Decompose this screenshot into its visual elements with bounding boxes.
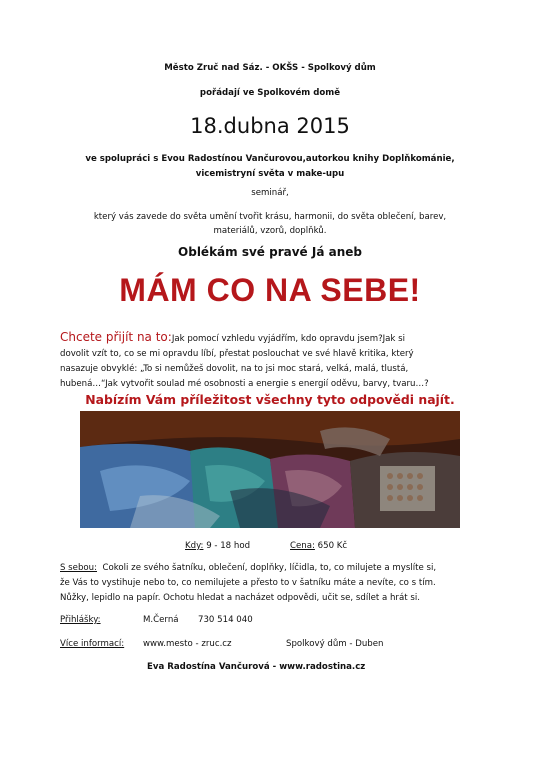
organizer-line: Město Zruč nad Sáz. - OKŠS - Spolkový dům — [164, 63, 376, 73]
main-title: MÁM CO NA SEBE! — [119, 272, 421, 308]
registration-label: Přihlášky: — [60, 615, 101, 625]
more-info-url[interactable]: www.mesto - zruc.cz — [143, 639, 232, 649]
seminar-line-2: materiálů, vzorů, doplňků. — [213, 226, 327, 236]
price-row — [290, 540, 347, 552]
cooperation-line-1: ve spolupráci s Evou Radostínou Vančurovou,autorkou knihy Doplňkománie, — [85, 154, 455, 164]
clothing-photo — [80, 411, 460, 528]
event-date: 18.dubna 2015 — [190, 114, 350, 138]
questions-line-4: hubená…“Jak vytvořit soulad mé osobnosti a energie s energií oděvu, barvy, tvaru…? — [60, 379, 429, 389]
price-value: 650 Kč — [317, 541, 348, 551]
registration-phone[interactable]: 730 514 040 — [198, 615, 253, 625]
when-row — [185, 540, 250, 552]
clothing-photo-art — [80, 411, 460, 528]
questions-line-2: dovolit vzít to, co se mi opravdu líbí, přestat poslouchat ve své hlavě kritika, který — [60, 349, 414, 359]
more-info-place: Spolkový dům - Duben — [286, 639, 384, 649]
seminar-line-1: který vás zavede do světa umění tvořit krásu, harmonii, do světa oblečení, barev, — [93, 212, 447, 222]
offer-line: Nabízím Vám příležitost všechny tyto odpovědi najít. — [85, 392, 455, 407]
bring-line-3: Nůžky, lepidlo na papír. Ochotu hledat a nacházet odpovědi, učit se, sdílet a hrát si. — [60, 593, 420, 603]
questions-line-3: nasazuje obvyklé: „To si nemůžeš dovolit, na to jsi moc stará, velká, malá, tlustá, — [60, 364, 409, 374]
questions-block — [60, 326, 500, 392]
venue-line: pořádají ve Spolkovém domě — [199, 88, 341, 98]
registration-name: M.Černá — [143, 615, 179, 625]
seminar-label: seminář, — [251, 188, 289, 198]
bring-block — [60, 561, 500, 606]
when-value: 9 - 18 hod — [206, 541, 251, 551]
questions-heading: Chcete přijít na to: — [60, 330, 172, 344]
more-info-label: Více informací: — [60, 639, 125, 649]
cooperation-line-2: vicemistryní světa v make-upu — [195, 169, 345, 179]
bring-label: S sebou: — [60, 563, 98, 573]
bring-line-2: že Vás to vystihuje nebo to, co nemilujete a přesto to v šatníku máte a nevíte, co s tím. — [60, 578, 436, 588]
price-label: Cena: — [290, 541, 315, 551]
subtitle: Oblékám své pravé Já aneb — [178, 245, 362, 259]
bring-line-1: Cokoli ze svého šatníku, oblečení, doplňky, líčidla, to, co milujete a myslíte si, — [102, 563, 437, 573]
when-label: Kdy: — [185, 541, 204, 551]
footer-signature: Eva Radostína Vančurová - www.radostina.cz — [147, 662, 366, 672]
questions-line-1: Jak pomocí vzhledu vyjádřím, kdo opravdu jsem?Jak si — [171, 334, 406, 344]
